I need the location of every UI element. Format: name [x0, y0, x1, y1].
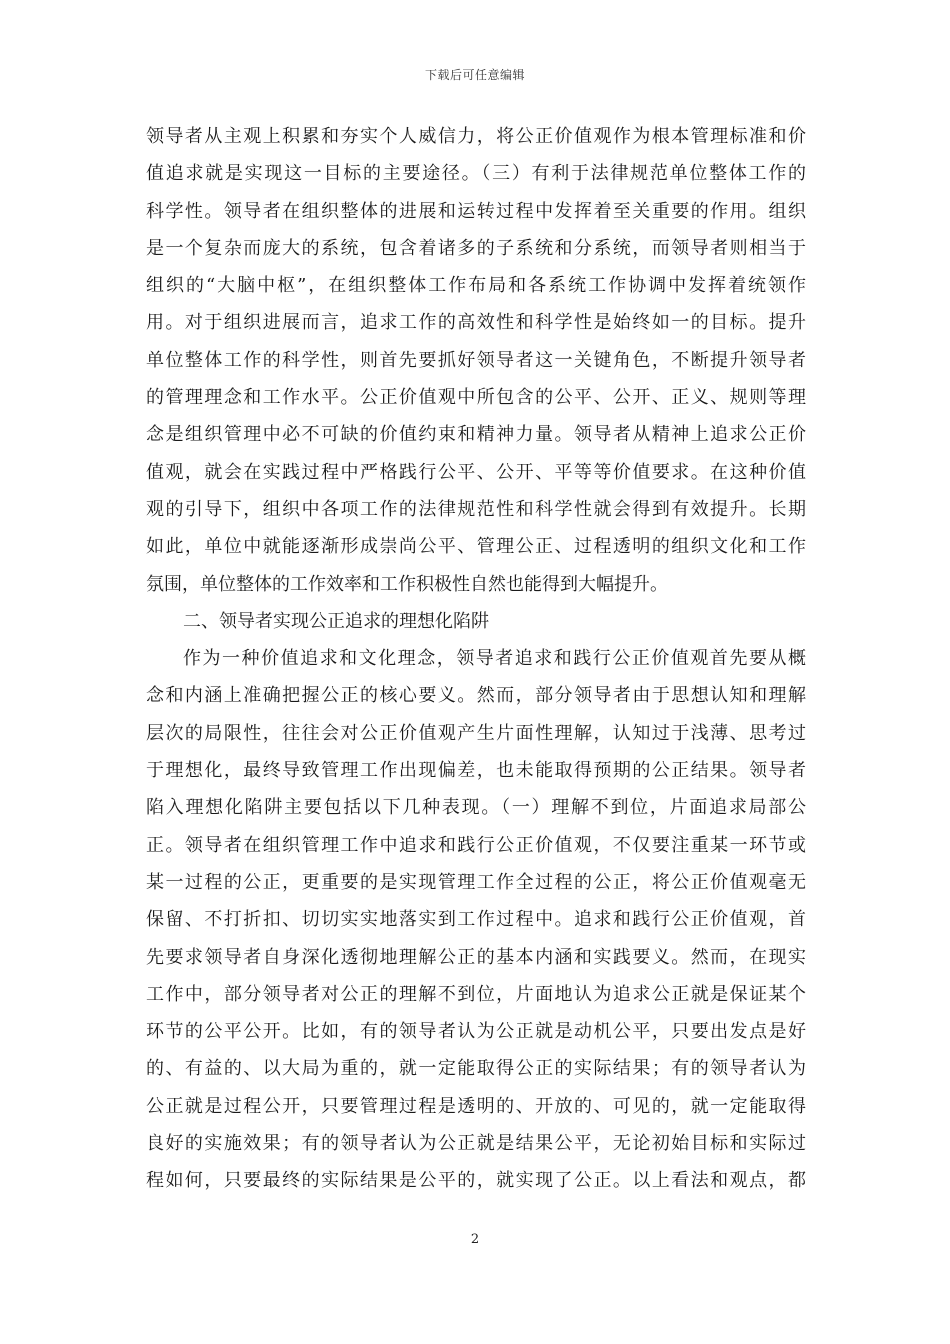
body-line: 如此，单位中就能逐渐形成崇尚公平、管理公正、过程透明的组织文化和工作 [146, 536, 806, 558]
body-line: 正。领导者在组织管理工作中追求和践行公正价值观，不仅要注重某一环节或 [146, 834, 806, 856]
body-line: 氛围，单位整体的工作效率和工作积极性自然也能得到大幅提升。 [146, 573, 668, 595]
body-line: 念和内涵上准确把握公正的核心要义。然而，部分领导者由于思想认知和理解 [146, 685, 806, 707]
body-line: 程如何，只要最终的实际结果是公平的，就实现了公正。以上看法和观点，都 [146, 1170, 806, 1192]
body-line: 陷入理想化陷阱主要包括以下几种表现。（一）理解不到位，片面追求局部公 [146, 797, 806, 819]
section-heading: 二、领导者实现公正追求的理想化陷阱 [183, 610, 489, 632]
body-line: 科学性。领导者在组织整体的进展和运转过程中发挥着至关重要的作用。组织 [146, 200, 806, 222]
body-line: 良好的实施效果；有的领导者认为公正就是结果公平，无论初始目标和实际过 [146, 1133, 806, 1155]
body-line: 念是组织管理中必不可缺的价值约束和精神力量。领导者从精神上追求公正价 [146, 424, 806, 446]
body-line: 作为一种价值追求和文化理念，领导者追求和践行公正价值观首先要从概 [183, 648, 806, 670]
body-line: 保留、不打折扣、切切实实地落实到工作过程中。追求和践行公正价值观，首 [146, 909, 806, 931]
page-header: 下载后可任意编辑 [424, 68, 525, 82]
body-line: 组织的“大脑中枢”，在组织整体工作布局和各系统工作协调中发挥着统领作 [146, 275, 806, 297]
body-line: 的管理理念和工作水平。公正价值观中所包含的公平、公开、正义、规则等理 [146, 387, 806, 409]
body-line: 某一过程的公正，更重要的是实现管理工作全过程的公正，将公正价值观毫无 [146, 871, 806, 893]
body-line: 值观，就会在实践过程中严格践行公平、公开、平等等价值要求。在这种价值 [146, 461, 806, 483]
body-line: 于理想化，最终导致管理工作出现偏差，也未能取得预期的公正结果。领导者 [146, 760, 806, 782]
body-line: 观的引导下，组织中各项工作的法律规范性和科学性就会得到有效提升。长期 [146, 498, 806, 520]
body-line: 单位整体工作的科学性，则首先要抓好领导者这一关键角色，不断提升领导者 [146, 349, 806, 371]
body-line: 是一个复杂而庞大的系统，包含着诸多的子系统和分系统，而领导者则相当于 [146, 237, 806, 259]
body-line: 层次的局限性，往往会对公正价值观产生片面性理解，认知过于浅薄、思考过 [146, 722, 806, 744]
body-line: 环节的公平公开。比如，有的领导者认为公正就是动机公平，只要出发点是好 [146, 1021, 806, 1043]
body-line: 用。对于组织进展而言，追求工作的高效性和科学性是始终如一的目标。提升 [146, 312, 806, 334]
page-number: 2 [470, 1232, 480, 1247]
body-line: 值追求就是实现这一目标的主要途径。（三）有利于法律规范单位整体工作的 [146, 163, 806, 185]
document-body [146, 118, 806, 1200]
body-line: 先要求领导者自身深化透彻地理解公正的基本内涵和实践要义。然而，在现实 [146, 946, 806, 968]
body-line: 公正就是过程公开，只要管理过程是透明的、开放的、可见的，就一定能取得 [146, 1095, 806, 1117]
body-line: 工作中，部分领导者对公正的理解不到位，片面地认为追求公正就是保证某个 [146, 983, 806, 1005]
body-line: 领导者从主观上积累和夯实个人威信力，将公正价值观作为根本管理标准和价 [146, 126, 806, 147]
body-line: 的、有益的、以大局为重的，就一定能取得公正的实际结果；有的领导者认为 [146, 1058, 806, 1080]
